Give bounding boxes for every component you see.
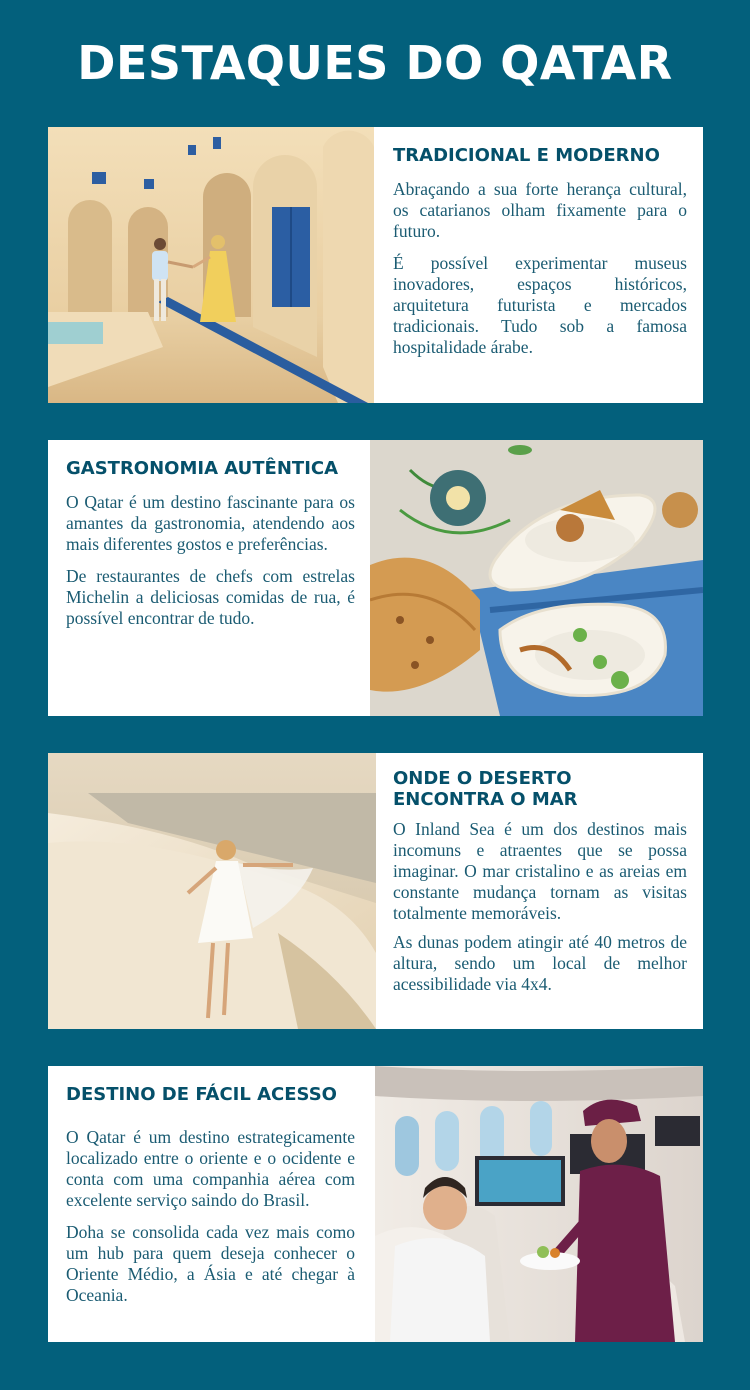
section-paragraph: É possível experimentar museus inovadores, espaços históricos, arquitetura futurista e mercados tradicionais. Tudo sob a famosa hospitalidade árabe. [393,253,687,357]
section-text [66,440,355,640]
photo-food-dishes [370,440,703,716]
section-card-gastronomy [48,440,703,716]
section-heading: DESTINO DE FÁCIL ACESSO [66,1084,337,1105]
section-paragraph: O Qatar é um destino estrategicamente localizado entre o oriente e o ocidente e conta com uma companhia aérea com excelente serviço saindo do Brasil. [66,1127,355,1210]
section-card-traditional-modern [48,127,703,403]
section-paragraph: O Inland Sea é um dos destinos mais incomuns e atraentes que se possa imaginar. O mar cristalino e as areias em constante mudança tornam as visitas totalmente memoráveis. [393,819,687,923]
photo-airplane-cabin-service [375,1066,703,1342]
section-paragraph: As dunas podem atingir até 40 metros de altura, sendo um local de melhor acessibilidade via 4x4. [393,932,687,994]
section-card-easy-access [48,1066,703,1342]
section-text [393,753,687,1006]
section-card-desert-sea [48,753,703,1029]
section-heading: ONDE O DESERTO ENCONTRA O MAR [393,768,578,810]
page-title: DESTAQUES DO QATAR [77,36,673,90]
section-paragraph: De restaurantes de chefs com estrelas Michelin a deliciosas comidas de rua, é possível encontrar de tudo. [66,566,355,628]
section-heading: TRADICIONAL E MODERNO [393,145,660,166]
photo-courtyard-couple [48,127,374,403]
section-text [66,1066,355,1317]
section-paragraph: Abraçando a sua forte herança cultural, os catarianos olham fixamente para o futuro. [393,179,687,241]
section-paragraph: O Qatar é um destino fascinante para os amantes da gastronomia, atendendo aos mais diferentes gostos e preferências. [66,492,355,554]
photo-desert-dunes-woman [48,753,376,1029]
section-paragraph: Doha se consolida cada vez mais como um hub para quem deseja conhecer o Oriente Médio, a Ásia e até chegar à Oceania. [66,1222,355,1305]
section-text [393,127,687,369]
section-heading: GASTRONOMIA AUTÊNTICA [66,458,339,479]
